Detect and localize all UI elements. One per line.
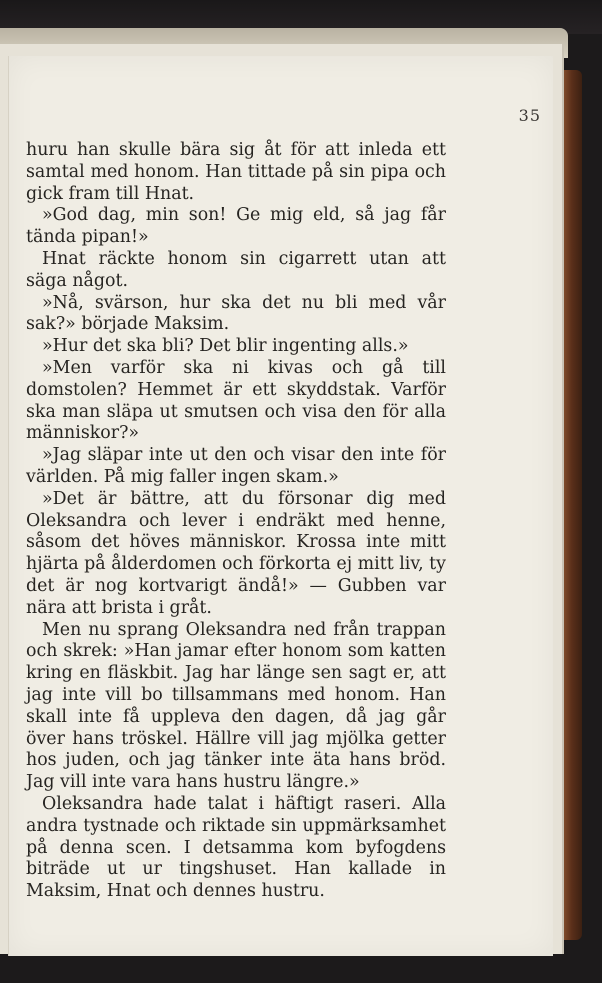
paragraph: »Jag släpar inte ut den och visar den inte för världen. På mig faller ingen skam.»: [26, 445, 446, 487]
paragraph: »Hur det ska bli? Det blir ingenting alls.»: [42, 336, 409, 357]
paragraph: »Men varför ska ni kivas och gå till domstolen? Hemmet är ett skyddstak. Varför ska man släpa ut smutsen och visa den för alla människor?»: [26, 357, 446, 444]
paragraph: »God dag, min son! Ge mig eld, så jag får tända pipan!»: [26, 205, 446, 248]
book-page: [8, 56, 553, 956]
paragraph: »Nå, svärson, hur ska det nu bli med vår sak?» började Maksim.: [26, 292, 446, 335]
page-body: [26, 140, 446, 903]
paragraph: Men nu sprang Oleksandra ned från trappan och skrek: »Han jamar efter honom som katten kring en fläskbit. Jag har länge sen sagt er, att jag inte vill bo tillsammans med honom. Han skall inte få uppleva den dagen, då jag går över hans tröskel. Hällre vill jag mjölka getter hos juden, och jag tänker inte äta hans bröd. Jag vill inte vara hans hustru längre.»: [26, 619, 446, 793]
page-number: 35: [518, 106, 541, 125]
paragraph: Hnat räckte honom sin cigarrett utan att säga något.: [26, 248, 446, 291]
paragraph: »Det är bättre, att du försonar dig med Oleksandra och lever i endräkt med henne, såsom det höves människor. Krossa inte mitt hjärta på ålderdomen och förkorta ej mitt liv, ty det är nog kortvarigt ändå!» — Gubben var nära att brista i gråt.: [26, 488, 446, 618]
paragraph: huru han skulle bära sig åt för att inleda ett samtal med honom. Han tittade på sin pipa och gick fram till Hnat.: [26, 140, 446, 204]
paragraph: Oleksandra hade talat i häftigt raseri. Alla andra tystnade och riktade sin uppmärksamhet på denna scen. I detsamma kom byfogdens biträde ut ur tingshuset. Han kallade in Maksim, Hnat och dennes hustru.: [26, 793, 446, 902]
